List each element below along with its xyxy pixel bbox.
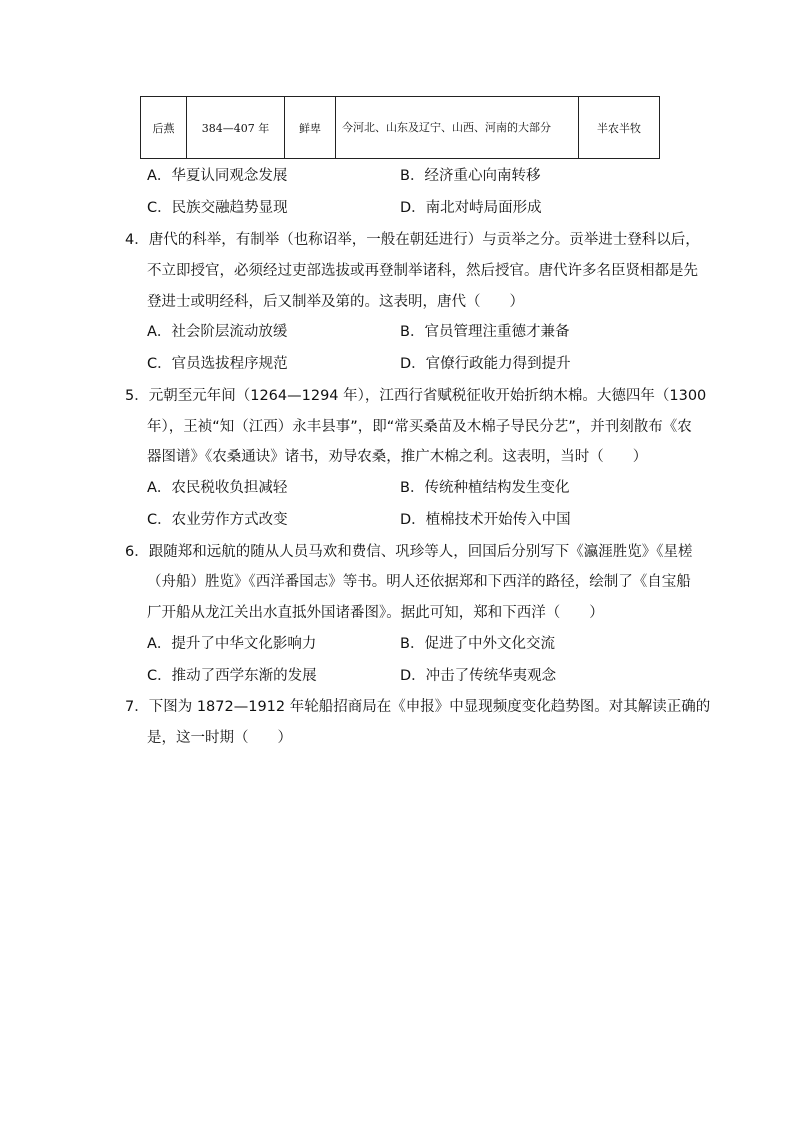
q4-option-d: D．官僚行政能力得到提升 bbox=[400, 356, 571, 372]
q4-option-b: B．官员管理注重德才兼备 bbox=[400, 324, 570, 340]
q5-stem-line-2: 年），王祯“知（江西）永丰县事”，即“常买桑苗及木棉子导民分艺”，并刊刻散布《农 bbox=[147, 419, 692, 435]
people-cell: 鲜卑 bbox=[285, 97, 336, 159]
dynasty-cell: 后燕 bbox=[141, 97, 187, 159]
q5-option-d: D．植棉技术开始传入中国 bbox=[400, 512, 571, 528]
q3-option-d: D．南北对峙局面形成 bbox=[400, 200, 542, 216]
q3-option-c: C．民族交融趋势显现 bbox=[147, 200, 288, 216]
economy-cell: 半农半牧 bbox=[579, 97, 660, 159]
q5-stem-line-1: 5．元朝至元年间（1264—1294 年），江西行省赋税征收开始折纳木棉。大德四年（1300 bbox=[125, 388, 707, 404]
q6-stem-line-2: （舟船）胜览》《西洋番国志》等书。明人还依据郑和下西洋的路径，绘制了《自宝船 bbox=[147, 574, 691, 590]
q5-option-a: A．农民税收负担减轻 bbox=[147, 480, 288, 496]
q4-option-a: A．社会阶层流动放缓 bbox=[147, 324, 288, 340]
q6-option-b: B．促进了中外文化交流 bbox=[400, 636, 555, 652]
q6-stem-line-1: 6．跟随郑和远航的随从人员马欢和费信、巩珍等人，回国后分别写下《瀛涯胜览》《星槎 bbox=[125, 544, 693, 560]
dynasty-table bbox=[140, 96, 660, 159]
q4-option-c: C．官员选拔程序规范 bbox=[147, 356, 288, 372]
q6-stem-line-3: 厂开船从龙江关出水直抵外国诸番图》。据此可知，郑和下西洋（ ） bbox=[147, 605, 604, 621]
q4-stem-line-3: 登进士或明经科，后又制举及第的。这表明，唐代（ ） bbox=[147, 294, 524, 310]
q7-stem-line-1: 7．下图为 1872—1912 年轮船招商局在《申报》中显现频度变化趋势图。对其解读正确的 bbox=[125, 699, 711, 715]
q4-stem-line-2: 不立即授官，必须经过吏部选拔或再登制举诸科，然后授官。唐代许多名臣贤相都是先 bbox=[147, 263, 698, 279]
q4-stem-line-1: 4．唐代的科举，有制举（也称诏举，一般在朝廷进行）与贡举之分。贡举进士登科以后， bbox=[125, 232, 700, 248]
q7-stem-line-2: 是，这一时期（ ） bbox=[147, 730, 292, 746]
q3-option-b: B．经济重心向南转移 bbox=[400, 168, 541, 184]
q5-option-b: B．传统种植结构发生变化 bbox=[400, 480, 570, 496]
q3-option-a: A．华夏认同观念发展 bbox=[147, 168, 288, 184]
q5-option-c: C．农业劳作方式改变 bbox=[147, 512, 288, 528]
q6-option-d: D．冲击了传统华夷观念 bbox=[400, 668, 557, 684]
q6-option-c: C．推动了西学东渐的发展 bbox=[147, 668, 317, 684]
table-row bbox=[141, 97, 660, 159]
q6-option-a: A．提升了中华文化影响力 bbox=[147, 636, 317, 652]
years-cell: 384—407 年 bbox=[187, 97, 285, 159]
region-cell: 今河北、山东及辽宁、山西、河南的大部分 bbox=[336, 97, 579, 159]
q5-stem-line-3: 器图谱》《农桑通诀》诸书，劝导农桑，推广木棉之利。这表明，当时（ ） bbox=[147, 449, 648, 465]
